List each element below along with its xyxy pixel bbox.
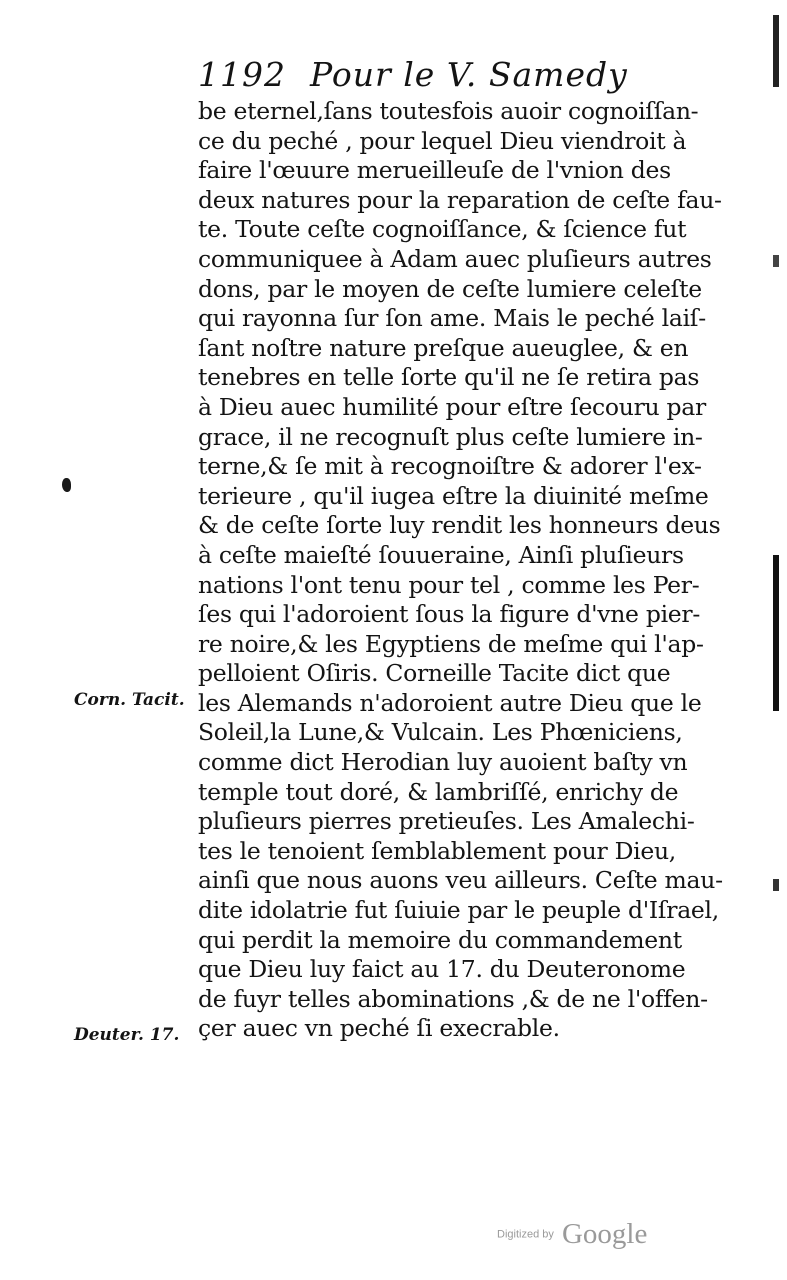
text-line: ſant noſtre nature preſque aueuglee, & en bbox=[198, 333, 689, 362]
text-line: que Dieu luy faict au 17. du Deuteronome bbox=[198, 955, 686, 984]
text-line: deux natures pour la reparation de ceſte fau- bbox=[198, 185, 722, 214]
text-line: ce du peché , pour lequel Dieu viendroit à bbox=[198, 126, 687, 155]
page-header bbox=[198, 55, 658, 99]
digitized-watermark bbox=[497, 1218, 647, 1251]
text-line: dons, par le moyen de ceſte lumiere celeſte bbox=[198, 274, 702, 303]
text-line: les Alemands n'adoroient autre Dieu que le bbox=[198, 688, 702, 717]
text-line: qui perdit la memoire du commandement bbox=[198, 925, 682, 954]
text-line: à Dieu auec humilité pour eſtre ſecouru par bbox=[198, 392, 706, 421]
text-line: terne,& ſe mit à recognoiſtre & adorer l'ex- bbox=[198, 452, 702, 481]
ink-blot bbox=[62, 478, 71, 492]
page-number: 1192 bbox=[198, 55, 286, 94]
text-line: de fuyr telles abominations ,& de ne l'offen- bbox=[198, 984, 708, 1013]
margin-note-deuteronomy: Deuter. 17. bbox=[74, 1025, 180, 1045]
text-line: re noire,& les Egyptiens de meſme qui l'ap- bbox=[198, 629, 704, 658]
watermark-brand: Google bbox=[561, 1218, 648, 1250]
text-line: dite idolatrie fut ſuiuie par le peuple d'Iſrael, bbox=[198, 896, 719, 925]
text-line: communiquee à Adam auec pluſieurs autres bbox=[198, 244, 712, 273]
text-line: comme dict Herodian luy auoient baſty vn bbox=[198, 748, 688, 777]
text-line: & de ceſte ſorte luy rendit les honneurs deus bbox=[198, 511, 721, 540]
margin-note-tacitus: Corn. Tacit. bbox=[74, 690, 185, 710]
text-line: ainſi que nous auons veu ailleurs. Ceſte mau- bbox=[198, 866, 723, 895]
text-line: nations l'ont tenu pour tel , comme les Per- bbox=[198, 570, 700, 599]
text-line: pelloient Oſiris. Corneille Tacite dict que bbox=[198, 659, 671, 688]
text-line: te. Toute ceſte cognoiſſance, & ſcience fut bbox=[198, 215, 687, 244]
text-line: faire l'œuure merueilleuſe de l'vnion des bbox=[198, 156, 671, 185]
text-line: temple tout doré, & lambriſſé, enrichy de bbox=[198, 777, 679, 806]
body-text bbox=[198, 97, 723, 1044]
text-line: çer auec vn peché ſi execrable. bbox=[198, 1014, 560, 1043]
running-title: Pour le V. Samedy bbox=[310, 55, 628, 94]
text-line: à ceſte maieſté ſouueraine, Ainſi pluſieurs bbox=[198, 540, 684, 569]
text-line: pluſieurs pierres pretieuſes. Les Amalechi- bbox=[198, 807, 695, 836]
text-line: tenebres en telle ſorte qu'il ne ſe retira pas bbox=[198, 363, 700, 392]
text-line: tes le tenoient ſemblablement pour Dieu, bbox=[198, 836, 676, 865]
text-line: Soleil,la Lune,& Vulcain. Les Phœniciens, bbox=[198, 718, 683, 747]
page-edge-shadow bbox=[773, 15, 779, 1215]
text-line: terieure , qu'il iugea eſtre la diuinité meſme bbox=[198, 481, 709, 510]
watermark-prefix: Digitized by bbox=[497, 1228, 554, 1241]
text-line: be eternel,ſans toutesfois auoir cognoiſſan- bbox=[198, 97, 699, 125]
text-line: qui rayonna ſur ſon ame. Mais le peché laiſ- bbox=[198, 304, 706, 333]
text-line: grace, il ne recognuſt plus ceſte lumiere in- bbox=[198, 422, 703, 451]
text-line: ſes qui l'adoroient ſous la figure d'vne pier- bbox=[198, 600, 700, 629]
